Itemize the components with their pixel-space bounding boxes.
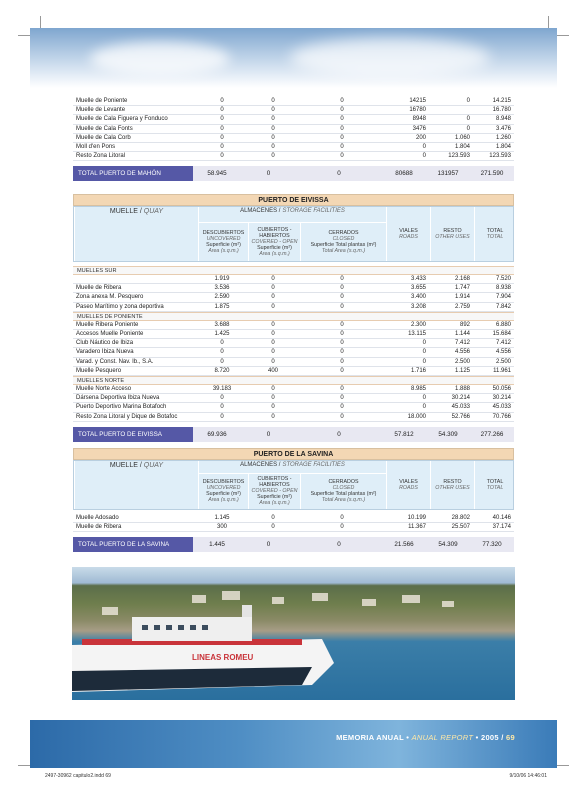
value-cell: 0 [299,106,385,115]
value-cell: 14.215 [473,97,514,106]
crop-mark [18,35,30,36]
total-value: 0 [296,427,382,442]
value-cell: 37.174 [473,523,514,532]
quay-name-cell: Muelle de Ribera [73,284,197,293]
table-row [73,115,514,124]
quay-name-cell: Muelle de Cala Corb [73,133,197,142]
roads-header: VIALES ROADS [386,461,430,509]
closed-header: CERRADOS CLOSED Superficie Total plantas (m²) Total Area (s.q.m.) [300,474,386,510]
header-sky-banner [30,28,557,88]
value-cell: 30.214 [473,394,514,403]
value-cell: 0 [385,357,429,366]
value-cell: 0 [247,143,299,152]
value-cell: 0 [385,394,429,403]
total-value: 80688 [382,166,426,181]
total-value: 131957 [426,166,470,181]
value-cell: 0 [299,357,385,366]
value-cell: 8.948 [473,115,514,124]
value-cell: 1.804 [429,143,473,152]
total-value: 69.936 [193,427,241,442]
value-cell: 1.060 [429,133,473,142]
value-cell: 16780 [385,106,429,115]
quay-name-cell: Muelle de Cala Figuera y Fonduco [73,115,197,124]
total-value: 54.309 [426,427,470,442]
total-header: TOTAL TOTAL [474,461,515,509]
value-cell: 13.115 [385,330,429,339]
value-cell: 1.747 [429,284,473,293]
value-cell: 0 [299,284,385,293]
value-cell: 0 [197,348,247,357]
value-cell: 0 [429,97,473,106]
table-row [73,385,514,394]
value-cell: 0 [299,403,385,412]
table-row [73,284,514,293]
value-cell: 0 [247,133,299,142]
total-value: 271.590 [470,166,514,181]
value-cell: 0 [247,403,299,412]
value-cell: 11.961 [473,366,514,375]
value-cell: 0 [299,348,385,357]
value-cell: 14215 [385,97,429,106]
value-cell: 0 [247,412,299,421]
uncovered-header: DESCUBIERTOS UNCOVERED Superficie (m²) Area (s.q.m.) [198,474,248,510]
value-cell: 0 [197,97,247,106]
value-cell: 2.500 [429,357,473,366]
value-cell: 1.919 [197,275,247,284]
value-cell: 0 [299,302,385,311]
table-row [73,394,514,403]
value-cell: 1.125 [429,366,473,375]
total-value: 57.812 [382,427,426,442]
value-cell: 3.208 [385,302,429,311]
value-cell: 3.655 [385,284,429,293]
value-cell: 2.590 [197,293,247,302]
value-cell: 1.875 [197,302,247,311]
value-cell: 1.144 [429,330,473,339]
value-cell: 15.684 [473,330,514,339]
table-row [73,403,514,412]
print-slug-right: 9/10/06 14:46:01 [509,773,547,779]
value-cell: 45.033 [473,403,514,412]
quay-name-cell: Paseo Marítimo y zona deportiva [73,302,197,311]
quay-name-cell [73,275,197,284]
table-row [73,124,514,133]
table-row [73,321,514,330]
quay-name-cell: Muelle Ribera Poniente [73,321,197,330]
table-row [73,357,514,366]
covered-header: CUBIERTOS - HABIERTOS COVERED - OPEN Superficie (m²) Area (s.q.m.) [248,223,300,262]
savina-total-row [73,537,514,552]
value-cell: 1.145 [197,514,247,523]
crop-mark [548,16,549,28]
value-cell: 0 [247,339,299,348]
quay-name-cell: Muelle de Levante [73,106,197,115]
value-cell: 0 [247,275,299,284]
total-value: 21.566 [382,537,426,552]
value-cell: 4.556 [473,348,514,357]
table-row [73,293,514,302]
other-uses-header: RESTO OTHER USES [430,461,474,509]
table-row [73,348,514,357]
value-cell: 16.780 [473,106,514,115]
quay-name-cell: Muelle de Poniente [73,97,197,106]
value-cell: 1.260 [473,133,514,142]
value-cell: 3.476 [473,124,514,133]
table-header [73,206,514,262]
total-label: TOTAL PUERTO DE LA SAVINA [73,537,193,552]
value-cell: 30.214 [429,394,473,403]
value-cell: 0 [197,339,247,348]
value-cell: 8.985 [385,385,429,394]
value-cell: 0 [247,293,299,302]
storage-header: ALMACENES / STORAGE FACILITIES [198,207,386,223]
ferry-name: LINEAS ROMEU [192,653,254,662]
value-cell: 8948 [385,115,429,124]
value-cell: 0 [299,330,385,339]
value-cell: 1.716 [385,366,429,375]
harbor-ferry-photo [72,567,515,700]
value-cell: 18.000 [385,412,429,421]
value-cell: 123.593 [429,152,473,161]
quay-name-cell: Resto Zona Litoral y Dique de Botafoc [73,412,197,421]
quay-name-cell: Varad. y Const. Nav. Ib., S.A. [73,357,197,366]
total-value: 77.320 [470,537,514,552]
value-cell: 0 [197,403,247,412]
roads-header: VIALES ROADS [386,207,430,261]
value-cell: 0 [247,284,299,293]
table-row [73,143,514,152]
value-cell: 0 [299,115,385,124]
mahon-total-row [73,166,514,181]
value-cell: 0 [197,412,247,421]
section-title: PUERTO DE EIVISSA [73,194,514,206]
value-cell: 0 [197,143,247,152]
value-cell: 2.759 [429,302,473,311]
quay-name-cell: Dársena Deportiva Ibiza Nueva [73,394,197,403]
value-cell: 0 [299,523,385,532]
value-cell: 2.300 [385,321,429,330]
crop-mark [557,35,569,36]
total-value: 0 [241,427,296,442]
print-slug-left: 2497-30962 capitulo2.indd 69 [45,773,111,779]
value-cell: 0 [299,394,385,403]
table-row [73,275,514,284]
value-cell: 0 [429,115,473,124]
value-cell: 0 [197,124,247,133]
value-cell: 0 [247,330,299,339]
value-cell: 123.593 [473,152,514,161]
value-cell: 0 [299,321,385,330]
value-cell: 0 [247,97,299,106]
value-cell: 8.720 [197,366,247,375]
crop-mark [40,16,41,28]
storage-header: ALMACENES / STORAGE FACILITIES [198,461,386,474]
total-value: 1.445 [193,537,241,552]
total-value: 54.309 [426,537,470,552]
value-cell: 39.183 [197,385,247,394]
value-cell: 3.536 [197,284,247,293]
total-value: 0 [241,537,296,552]
value-cell: 0 [385,339,429,348]
total-header: TOTAL TOTAL [474,207,515,261]
footer-sea-banner [30,720,557,768]
value-cell: 0 [299,152,385,161]
value-cell: 0 [299,514,385,523]
value-cell: 0 [197,152,247,161]
value-cell: 7.412 [473,339,514,348]
quay-name-cell: Zona anexa M. Pesquero [73,293,197,302]
table-row [73,106,514,115]
quay-header: MUELLE / QUAY [74,207,198,261]
value-cell: 0 [247,514,299,523]
quay-name-cell: Muelle Adosado [73,514,197,523]
value-cell: 7.904 [473,293,514,302]
value-cell: 1.888 [429,385,473,394]
table-row [73,523,514,532]
closed-header: CERRADOS CLOSED Superficie Total plantas (m²) Total Area (s.q.m.) [300,223,386,262]
value-cell: 40.146 [473,514,514,523]
value-cell: 892 [429,321,473,330]
value-cell: 52.766 [429,412,473,421]
uncovered-header: DESCUBIERTOS UNCOVERED Superficie (m²) Area (s.q.m.) [198,223,248,262]
value-cell: 0 [247,302,299,311]
page-number: 69 [506,733,515,742]
value-cell: 4.556 [429,348,473,357]
value-cell: 3476 [385,124,429,133]
value-cell: 11.367 [385,523,429,532]
value-cell: 400 [247,366,299,375]
section-title: PUERTO DE LA SAVINA [73,448,514,460]
value-cell: 0 [247,357,299,366]
value-cell: 300 [197,523,247,532]
value-cell: 0 [385,152,429,161]
total-value: 0 [296,166,382,181]
value-cell: 0 [247,385,299,394]
value-cell: 0 [429,124,473,133]
value-cell: 70.766 [473,412,514,421]
eivissa-table [73,194,514,442]
quay-name-cell: Muelle Norte Acceso [73,385,197,394]
value-cell: 0 [247,348,299,357]
table-row [73,152,514,161]
quay-header: MUELLE / QUAY [74,461,198,509]
value-cell: 28.802 [429,514,473,523]
table-row [73,514,514,523]
quay-name-cell: Varadero Ibiza Nueva [73,348,197,357]
value-cell: 0 [385,348,429,357]
quay-name-cell: Resto Zona Litoral [73,152,197,161]
value-cell: 0 [299,133,385,142]
value-cell: 7.412 [429,339,473,348]
value-cell: 0 [197,115,247,124]
table-row [73,302,514,311]
value-cell: 0 [299,385,385,394]
value-cell: 1.914 [429,293,473,302]
value-cell: 0 [197,133,247,142]
value-cell: 1.804 [473,143,514,152]
table-row [73,133,514,142]
total-value: 0 [296,537,382,552]
value-cell: 3.400 [385,293,429,302]
quay-name-cell: Moll d'en Pons [73,143,197,152]
value-cell: 7.842 [473,302,514,311]
value-cell: 0 [247,394,299,403]
value-cell: 10.199 [385,514,429,523]
quay-name-cell: Puerto Deportivo Marina Botafoch [73,403,197,412]
value-cell: 7.520 [473,275,514,284]
subsection-heading: MUELLES SUR [73,266,514,275]
total-label: TOTAL PUERTO DE MAHÓN [73,166,193,181]
value-cell: 3.688 [197,321,247,330]
value-cell: 0 [385,403,429,412]
value-cell: 50.056 [473,385,514,394]
quay-name-cell: Muelle de Cala Fonts [73,124,197,133]
value-cell: 8.938 [473,284,514,293]
value-cell: 6.880 [473,321,514,330]
table-row [73,412,514,421]
value-cell: 0 [299,366,385,375]
value-cell: 0 [299,143,385,152]
value-cell: 0 [247,152,299,161]
subsection-heading: MUELLES NORTE [73,376,514,385]
value-cell: 0 [197,394,247,403]
value-cell: 45.033 [429,403,473,412]
value-cell: 3.433 [385,275,429,284]
quay-name-cell: Accesos Muelle Poniente [73,330,197,339]
quay-name-cell: Club Náutico de Ibiza [73,339,197,348]
value-cell: 0 [247,321,299,330]
value-cell: 2.168 [429,275,473,284]
crop-mark [18,765,30,766]
table-row [73,339,514,348]
savina-table [73,448,514,552]
value-cell: 0 [299,293,385,302]
table-row [73,366,514,375]
value-cell: 0 [385,143,429,152]
table-row [73,97,514,106]
value-cell: 0 [247,124,299,133]
eivissa-total-row [73,427,514,442]
mahon-table [73,97,514,181]
value-cell: 200 [385,133,429,142]
value-cell: 0 [247,523,299,532]
table-row [73,330,514,339]
total-value: 0 [241,166,296,181]
footer-title: MEMORIA ANUAL • ANUAL REPORT • 2005 / 69 [336,733,515,742]
table-header [73,460,514,510]
value-cell: 25.507 [429,523,473,532]
quay-name-cell: Muelle de Ribera [73,523,197,532]
other-uses-header: RESTO OTHER USES [430,207,474,261]
value-cell: 0 [197,357,247,366]
value-cell: 0 [299,124,385,133]
covered-header: CUBIERTOS - HABIERTOS COVERED - OPEN Superficie (m²) Area (s.q.m.) [248,474,300,510]
value-cell: 0 [197,106,247,115]
quay-name-cell: Muelle Pesquero [73,366,197,375]
value-cell: 0 [299,275,385,284]
value-cell: 0 [299,412,385,421]
value-cell: 1.425 [197,330,247,339]
value-cell: 0 [299,339,385,348]
crop-mark [557,765,569,766]
value-cell: 0 [299,97,385,106]
value-cell: 0 [247,115,299,124]
subsection-heading: MUELLES DE PONIENTE [73,312,514,321]
total-label: TOTAL PUERTO DE EIVISSA [73,427,193,442]
value-cell: 0 [247,106,299,115]
value-cell [429,106,473,115]
total-value: 58.945 [193,166,241,181]
total-value: 277.266 [470,427,514,442]
value-cell: 2.500 [473,357,514,366]
